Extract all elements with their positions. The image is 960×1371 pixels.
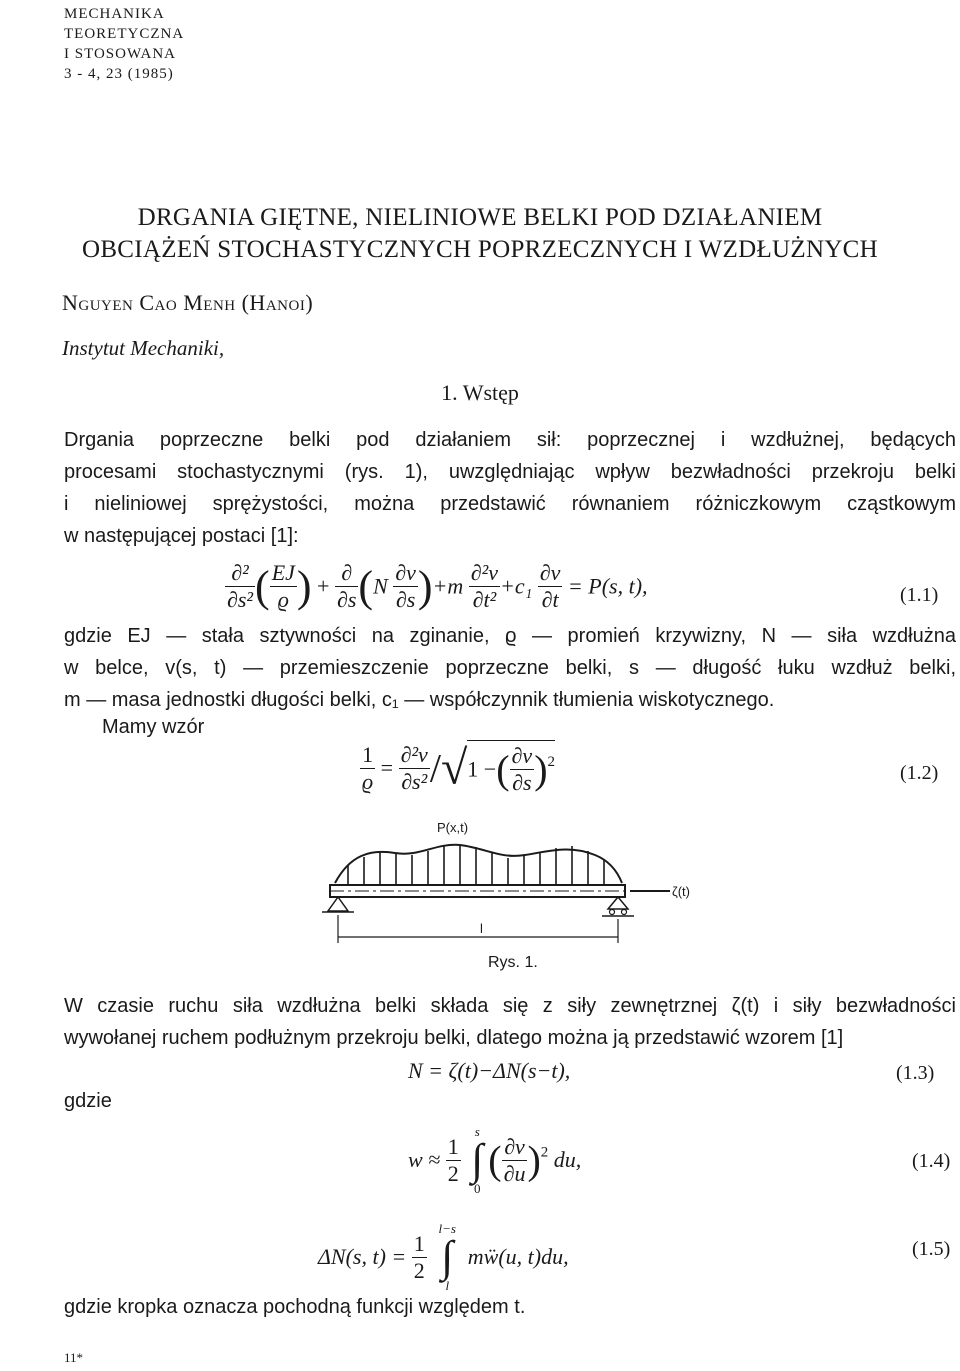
author: Nguyen Cao Menh (Hanoi) bbox=[62, 290, 314, 315]
page-mark: 11* bbox=[64, 1350, 84, 1365]
equation-number: (1.4) bbox=[912, 1150, 951, 1172]
journal-line: 3 - 4, 23 (1985) bbox=[64, 66, 174, 82]
numerator: ∂v bbox=[539, 560, 561, 585]
paper-title-line: DRGANIA GIĘTNE, NIELINIOWE BELKI POD DZIAŁANIEM bbox=[137, 204, 823, 231]
text-line: Drgania poprzeczne belki pod działaniem sił: poprzecznej i wzdłużnej, będących bbox=[64, 429, 956, 451]
equals: = bbox=[380, 755, 394, 780]
text-line: procesami stochastycznymi (rys. 1), uwzględniając wpływ bezwładności przekroju belki bbox=[64, 461, 956, 483]
numerator: ∂v bbox=[395, 560, 416, 585]
denominator: ∂s² bbox=[401, 768, 428, 794]
fraction bbox=[225, 560, 255, 613]
fraction bbox=[502, 1134, 528, 1187]
denominator: ∂s bbox=[512, 770, 532, 795]
numerator: ∂²v bbox=[400, 741, 428, 767]
integral-sign: ∫ bbox=[471, 1135, 484, 1184]
sqrt-sign: √ bbox=[440, 741, 468, 795]
denominator: ∂t² bbox=[472, 587, 497, 612]
denominator: ∂s² bbox=[227, 587, 254, 612]
equation-1-2 bbox=[360, 740, 555, 796]
fraction bbox=[412, 1231, 427, 1284]
load-envelope bbox=[335, 845, 622, 883]
equation-number: (1.1) bbox=[900, 584, 939, 606]
upper-limit: l−s bbox=[438, 1221, 456, 1236]
text-line: w belce, v(s, t) — przemieszczenie poprzeczne belki, s — długość łuku wzdłuż belki, bbox=[64, 657, 956, 679]
upper-limit: s bbox=[474, 1124, 480, 1139]
text-line: wywołanej ruchem podłużnym przekroju belki, dlatego można ją przedstawić wzorem [1] bbox=[64, 1027, 844, 1049]
denominator: 2 bbox=[413, 1257, 425, 1283]
fraction bbox=[360, 742, 375, 795]
denominator: ϱ bbox=[362, 768, 374, 794]
roller bbox=[610, 910, 615, 915]
definitions-paragraph bbox=[64, 620, 956, 716]
slash: / bbox=[429, 745, 441, 791]
text-line: m — masa jednostki długości belki, c₁ — współczynnik tłumienia wiskotycznego. bbox=[64, 689, 775, 711]
integral-sign: ∫ bbox=[441, 1232, 454, 1281]
paren: ( bbox=[358, 562, 374, 611]
roller-support bbox=[608, 897, 628, 909]
denominator: ∂s bbox=[336, 587, 357, 612]
paren: ) bbox=[296, 562, 312, 611]
journal-header bbox=[64, 4, 184, 84]
paren: ( bbox=[496, 747, 510, 792]
journal-line: TEORETYCZNA bbox=[64, 26, 185, 42]
integral bbox=[466, 1125, 488, 1195]
rhs: = P(s, t), bbox=[567, 573, 648, 599]
denominator: ∂t bbox=[541, 587, 559, 612]
denominator: ∂s bbox=[395, 587, 416, 612]
symbol: N bbox=[373, 573, 388, 599]
plus: + bbox=[317, 573, 330, 599]
fraction bbox=[469, 560, 500, 613]
lower-limit: 0 bbox=[474, 1181, 481, 1196]
paren: ( bbox=[488, 1137, 502, 1183]
exponent: 2 bbox=[547, 754, 556, 771]
text-line: w następującej postaci [1]: bbox=[64, 525, 299, 547]
roller bbox=[622, 910, 627, 915]
numerator: 1 bbox=[413, 1230, 425, 1256]
exponent: 2 bbox=[540, 1144, 549, 1161]
numerator: 1 bbox=[447, 1133, 459, 1159]
journal-line: MECHANIKA bbox=[64, 6, 165, 22]
intro-paragraph bbox=[64, 424, 956, 552]
denominator: ∂u bbox=[503, 1160, 526, 1186]
numerator: 1 bbox=[360, 742, 375, 769]
symbol: +c₁ bbox=[500, 573, 533, 599]
fraction bbox=[393, 560, 418, 613]
equation-1-4 bbox=[408, 1125, 581, 1195]
fraction bbox=[270, 560, 297, 613]
symbol: 1 − bbox=[467, 756, 497, 782]
numerator: ∂v bbox=[511, 743, 533, 768]
equation-1-5 bbox=[318, 1222, 569, 1292]
lhs: ΔN(s, t) = bbox=[318, 1244, 407, 1269]
numerator: ∂² bbox=[225, 560, 255, 587]
load-label: P(x,t) bbox=[437, 820, 469, 835]
paren: ( bbox=[255, 562, 270, 611]
equation-number: (1.3) bbox=[896, 1062, 935, 1084]
numerator: ∂v bbox=[502, 1134, 528, 1161]
equation-1-1 bbox=[225, 560, 648, 613]
equation-number: (1.2) bbox=[900, 762, 939, 784]
text-line: W czasie ruchu siła wzdłużna belki składa się z siły zewnętrznej ζ(t) i siły bezwładności bbox=[64, 995, 956, 1017]
gdzie-label: gdzie bbox=[64, 1090, 112, 1112]
integrand: mẅ(u, t)du, bbox=[467, 1244, 569, 1269]
lhs: w ≈ bbox=[408, 1147, 441, 1172]
equation-1-3: N = ζ(t)−ΔN(s−t), bbox=[408, 1058, 571, 1083]
fraction bbox=[335, 560, 358, 613]
paren: ) bbox=[534, 747, 548, 792]
paper-title-line: OBCIĄŻEŃ STOCHASTYCZNYCH POPRZECZNYCH I WZDŁUŻNYCH bbox=[81, 236, 879, 263]
section-heading: 1. Wstęp bbox=[441, 380, 519, 405]
fraction bbox=[510, 743, 535, 796]
fraction bbox=[538, 560, 563, 613]
integral bbox=[432, 1222, 462, 1292]
journal-line: I STOSOWANA bbox=[64, 46, 176, 62]
paragraph-2 bbox=[64, 990, 956, 1054]
text-line: i nieliniowej sprężystości, można przedstawić równaniem różniczkowym cząstkowym bbox=[64, 493, 956, 515]
numerator: ∂²v bbox=[470, 560, 499, 585]
lower-limit: l bbox=[445, 1278, 450, 1293]
denominator: ϱ bbox=[277, 587, 289, 612]
fraction bbox=[446, 1134, 461, 1187]
mamy-wzor: Mamy wzór bbox=[102, 716, 205, 738]
numerator: ∂ bbox=[335, 560, 358, 587]
figure-caption: Rys. 1. bbox=[488, 954, 538, 971]
denominator: 2 bbox=[447, 1160, 459, 1186]
closing-line: gdzie kropka oznacza pochodną funkcji względem t. bbox=[64, 1296, 526, 1318]
tail: du, bbox=[553, 1147, 582, 1172]
pin-support bbox=[328, 897, 348, 911]
length-label: l bbox=[480, 921, 483, 936]
zeta-label: ζ(t) bbox=[672, 884, 691, 899]
paren: ) bbox=[417, 562, 433, 611]
institute: Instytut Mechaniki, bbox=[62, 336, 225, 360]
numerator: EJ bbox=[271, 560, 295, 585]
symbol: +m bbox=[432, 573, 464, 599]
equation-number: (1.5) bbox=[912, 1238, 951, 1260]
paren: ) bbox=[527, 1137, 541, 1183]
text-line: gdzie EJ — stała sztywności na zginanie, ϱ — promień krzywizny, N — siła wzdłużna bbox=[64, 625, 956, 647]
fraction bbox=[399, 742, 430, 795]
sqrt-body bbox=[467, 740, 555, 796]
load-arrows bbox=[348, 845, 604, 885]
